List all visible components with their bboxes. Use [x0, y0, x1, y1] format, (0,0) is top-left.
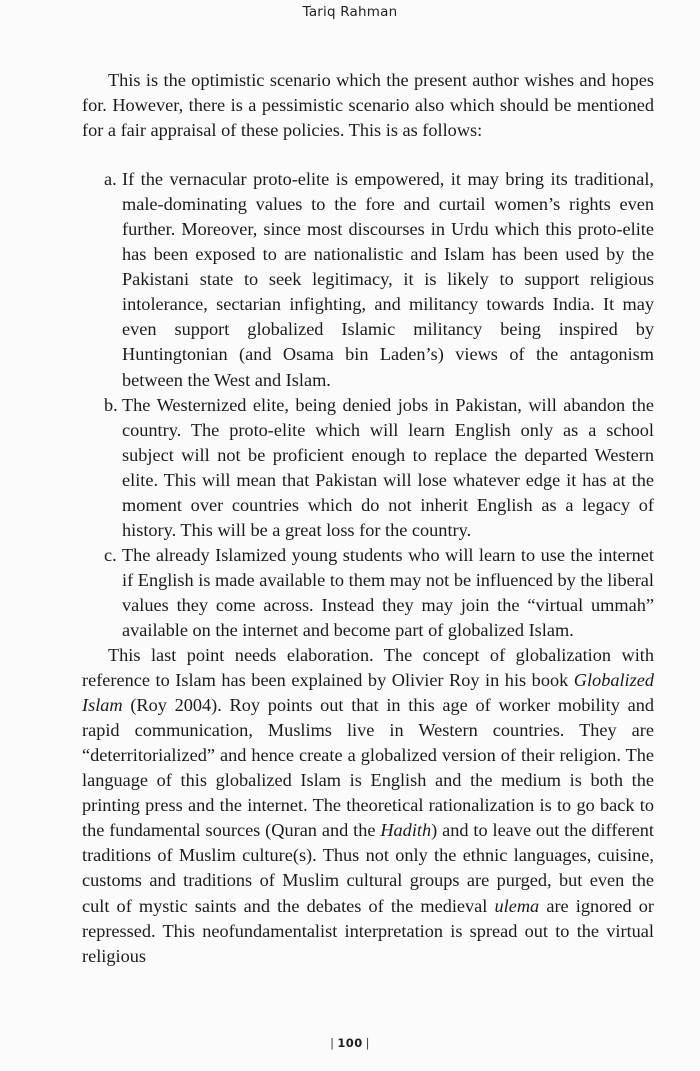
paragraph-optimistic-scenario: This is the optimistic scenario which the present author wishes and hopes for. However, there is a pessimistic scenario also which should be mentioned for a fair appraisal of these policies. This is as follows: — [82, 70, 654, 141]
text-run: This last point needs elaboration. The concept of globalization with reference to Islam has been explained by Olivier Roy in his book — [82, 645, 654, 691]
list-item-marker: c. — [104, 544, 117, 565]
paragraph-globalization — [82, 643, 654, 969]
list-item-marker: a. — [104, 169, 117, 190]
text-run: ) and to leave out the different traditions of Muslim culture(s). Thus not only the ethnic languages, cuisine, customs and traditions of Muslim cultural groups are purged, but even the cult of mystic saints and the debates of the medieval — [82, 820, 654, 916]
list-item-marker: b. — [104, 394, 118, 415]
text-run: are ignored or repressed. This neofundamentalist interpretation is spread out to the virtual religious — [82, 895, 655, 966]
list-item-text: The Westernized elite, being denied jobs in Pakistan, will abandon the country. The proto-elite which will learn English only as a school subject will not be proficient enough to replace the departed Western elite. This will mean that Pakistan will lose whatever edge it has at the moment over countries which do not inherit English as a legacy of history. This will be a great loss for the country. — [122, 394, 654, 540]
text-column — [82, 68, 654, 969]
folio-left-rule: | — [330, 1036, 335, 1050]
page-number: 100 — [337, 1036, 363, 1050]
italic-term: Globalized Islam — [82, 670, 654, 716]
text-run: (Roy 2004). Roy points out that in this age of worker mobility and rapid communication, Muslims live in Western countries. They are “deterritorialized” and hence create a globalized version of their religion. The language of this globalized Islam is English and the medium is both the printing press and the internet. The theoretical rationalization is to go back to the fundamental sources (Quran and the — [82, 695, 654, 841]
list-top-spacer — [82, 143, 654, 167]
list-item — [82, 167, 654, 392]
list-item-text: The already Islamized young students who will learn to use the internet if English is made available to them may not be influenced by the liberal values they come across. Instead they may join the “virtual ummah” available on the internet and become part of globalized Islam. — [122, 544, 654, 640]
running-head: Tariq Rahman — [302, 4, 398, 20]
list-item — [82, 543, 654, 643]
list-item — [82, 393, 654, 543]
italic-term: Hadith — [380, 820, 432, 841]
alpha-list — [82, 167, 654, 643]
italic-term: ulema — [494, 895, 540, 916]
folio-right-rule: | — [365, 1036, 370, 1050]
list-item-text: If the vernacular proto-elite is empowered, it may bring its traditional, male-dominating values to the fore and curtail women’s rights even further. Moreover, since most discourses in Urdu which this proto-elite has been exposed to are nationalistic and Islam has been used by the Pakistani state to seek legitimacy, it is likely to support religious intolerance, sectarian infighting, and militancy towards India. It may even support globalized Islamic militancy being inspired by Huntingtonian (and Osama bin Laden’s) views of the antagonism between the West and Islam. — [122, 169, 654, 390]
page-folio — [0, 1036, 700, 1050]
